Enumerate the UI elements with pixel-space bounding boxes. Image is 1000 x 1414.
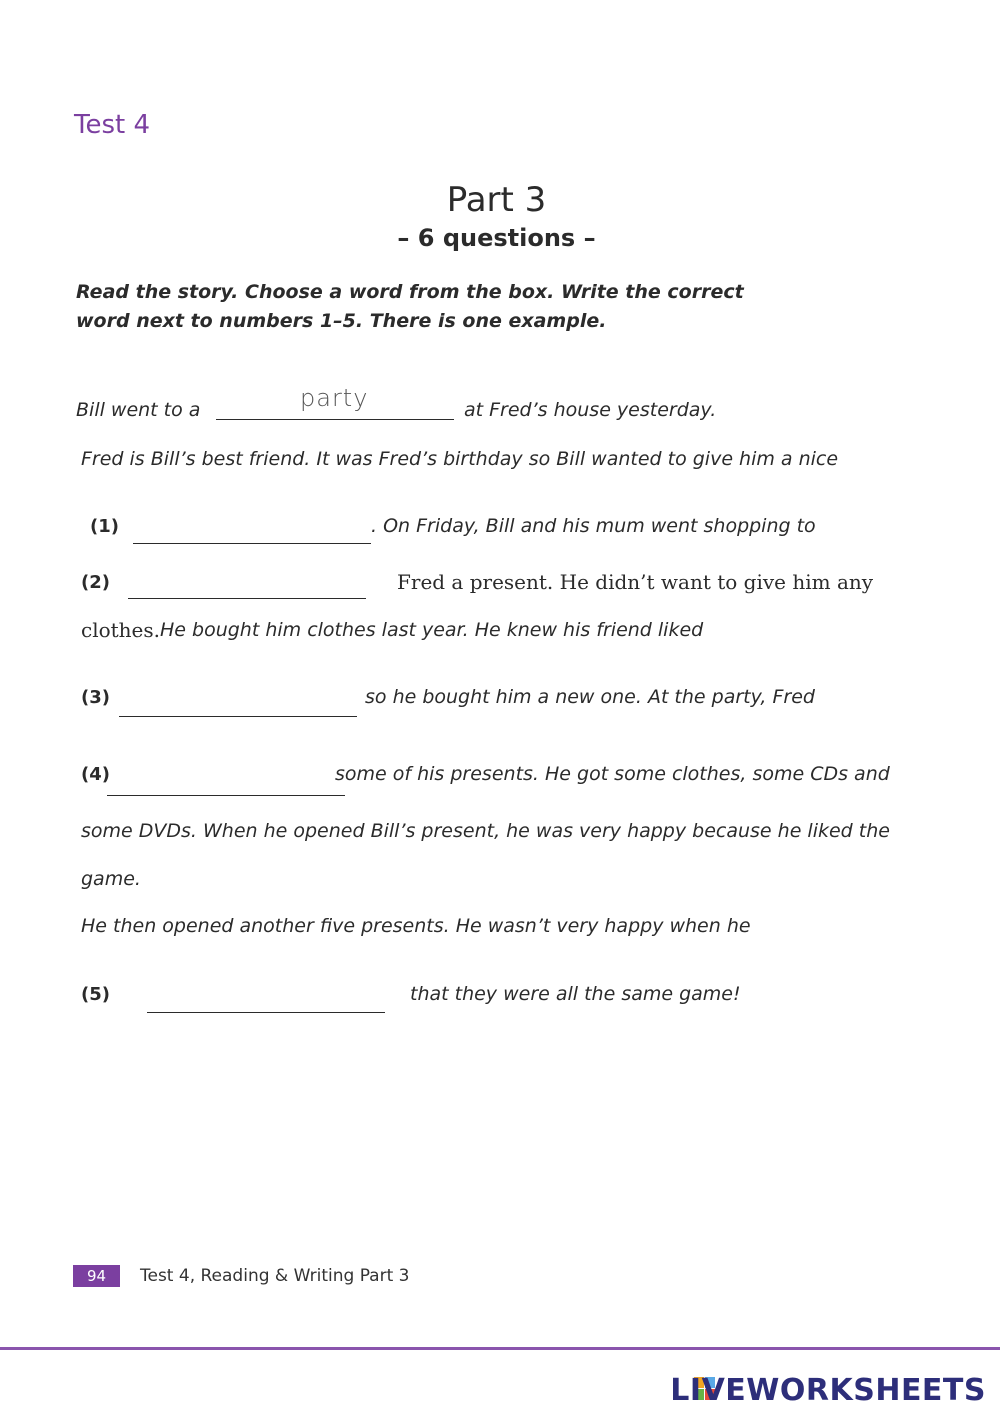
question-2-number: (2)	[81, 572, 110, 593]
story-line-8: some DVDs. When he opened Bill’s present, he was very happy because he liked the	[81, 820, 890, 842]
instructions-line-1: Read the story. Choose a word from the box. Write the correct	[76, 281, 744, 303]
answer-blank-4[interactable]	[107, 795, 345, 796]
footer-divider	[0, 1347, 1000, 1350]
question-3-text: so he bought him a new one. At the party, Fred	[365, 686, 815, 708]
question-1-text: . On Friday, Bill and his mum went shopping to	[371, 515, 816, 537]
question-4-number: (4)	[81, 764, 110, 785]
answer-blank-1[interactable]	[133, 543, 371, 544]
example-text-after: at Fred’s house yesterday.	[464, 399, 717, 421]
story-line-9: game.	[81, 868, 141, 890]
test-title: Test 4	[74, 110, 151, 140]
part-subtitle: – 6 questions –	[397, 224, 596, 252]
question-4-text: some of his presents. He got some clothes, some CDs and	[335, 763, 890, 785]
answer-blank-5[interactable]	[147, 1012, 385, 1013]
question-2-text: Fred a present. He didn’t want to give him any	[397, 570, 874, 594]
question-1-number: (1)	[90, 516, 119, 537]
part-title: Part 3	[446, 180, 547, 220]
footer-caption: Test 4, Reading & Writing Part 3	[140, 1266, 410, 1286]
example-answer: party	[300, 384, 369, 412]
story-line-2: Fred is Bill’s best friend. It was Fred’s birthday so Bill wanted to give him a nice	[81, 448, 839, 470]
story-line-5a: clothes.	[81, 618, 161, 642]
question-5-text: that they were all the same game!	[410, 983, 741, 1005]
story-line-10: He then opened another five presents. He wasn’t very happy when he	[81, 915, 751, 937]
question-5-number: (5)	[81, 984, 110, 1005]
answer-blank-2[interactable]	[128, 598, 366, 599]
page-number: 94	[73, 1265, 120, 1287]
story-line-5b: He bought him clothes last year. He knew his friend liked	[160, 619, 704, 641]
brand-name[interactable]: LIVEWORKSHEETS	[670, 1373, 986, 1408]
example-text-before: Bill went to a	[76, 399, 201, 421]
answer-blank-3[interactable]	[119, 716, 357, 717]
question-3-number: (3)	[81, 687, 110, 708]
instructions-line-2: word next to numbers 1–5. There is one example.	[76, 310, 607, 332]
example-blank	[216, 419, 454, 420]
